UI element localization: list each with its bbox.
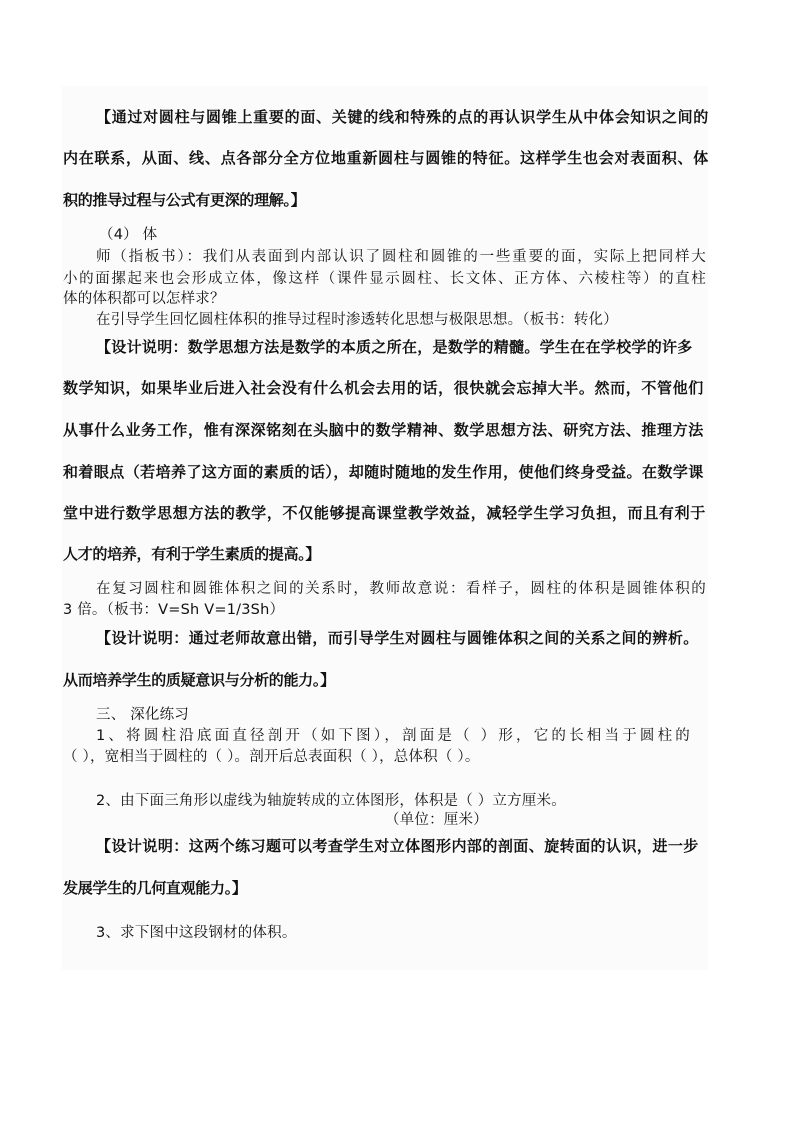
- note3-line1: 【设计说明：通过老师故意出错，而引导学生对圆柱与圆锥体积之间的关系之间的辨析。: [96, 629, 698, 647]
- note4-line1: 【设计说明：这两个练习题可以考查学生对立体图形内部的剖面、旋转面的认识，进一步: [96, 837, 698, 855]
- note2-line2: 数学知识，如果毕业后进入社会没有什么机会去用的话，很快就会忘掉大半。然而，不管他们: [63, 379, 703, 397]
- note2-line6: 人才的培养，有利于学生素质的提高。】: [63, 545, 321, 563]
- relation-line2: 3 倍。（板书：V=Sh V=1/3Sh）: [63, 602, 285, 618]
- section4-heading: （4） 体: [99, 227, 158, 243]
- note2-line3: 从事什么业务工作，惟有深深铭刻在头脑中的数学精神、数学思想方法、研究方法、推理方法: [63, 421, 703, 439]
- section4-p1-line2: 小的面摞起来也会形成立体，像这样（课件显示圆柱、长文体、正方体、六棱柱等）的直柱: [63, 271, 706, 287]
- note4-line2: 发展学生的几何直观能力。】: [63, 879, 247, 897]
- note1-line1: 【通过对圆柱与圆锥上重要的面、关键的线和特殊的点的再认识学生从中体会知识之间的: [96, 108, 708, 126]
- section4-p1-line3: 体的体积都可以怎样求？: [63, 291, 225, 307]
- practice-q1-line2: （ ），宽相当于圆柱的（ ）。剖开后总表面积（ ），总体积（ ）。: [63, 749, 480, 765]
- practice-q3: 3、求下图中这段钢材的体积。: [96, 925, 297, 941]
- note2-line5: 堂中进行数学思想方法的教学，不仅能够提高课堂教学效益，减轻学生学习负担，而且有利于: [63, 504, 705, 522]
- practice-q2-unit: （单位：厘米）: [385, 812, 488, 828]
- note1-line3: 积的推导过程与公式有更深的理解。】: [63, 191, 306, 209]
- note2-line1: 【设计说明：数学思想方法是数学的本质之所在，是数学的精髓。学生在在学校学的许多: [96, 338, 692, 356]
- section4-p2: 在引导学生回忆圆柱体积的推导过程时渗透转化思想与极限思想。（板书：转化）: [96, 312, 618, 328]
- practice-q1-line1: 1、将圆柱沿底面直径剖开（如下图），剖面是（ ）形，它的长相当于圆柱的: [96, 728, 690, 744]
- practice-heading: 三、 深化练习: [96, 707, 190, 723]
- note2-line4: 和着眼点（若培养了这方面的素质的话），却随时随地的发生作用，使他们终身受益。在数学课: [63, 463, 703, 481]
- section4-p1-line1: 师（指板书）：我们从表面到内部认识了圆柱和圆锥的一些重要的面，实际上把同样大: [96, 249, 706, 265]
- relation-line1: 在复习圆柱和圆锥体积之间的关系时，教师故意说：看样子，圆柱的体积是圆锥体积的: [96, 581, 706, 597]
- note1-line2: 内在联系，从面、线、点各部分全方位地重新圆柱与圆锥的特征。这样学生也会对表面积、体: [63, 149, 708, 167]
- note3-line2: 从而培养学生的质疑意识与分析的能力。】: [63, 671, 335, 689]
- practice-q2: 2、由下面三角形以虚线为轴旋转成的立体图形，体积是（ ）立方厘米。: [96, 793, 566, 809]
